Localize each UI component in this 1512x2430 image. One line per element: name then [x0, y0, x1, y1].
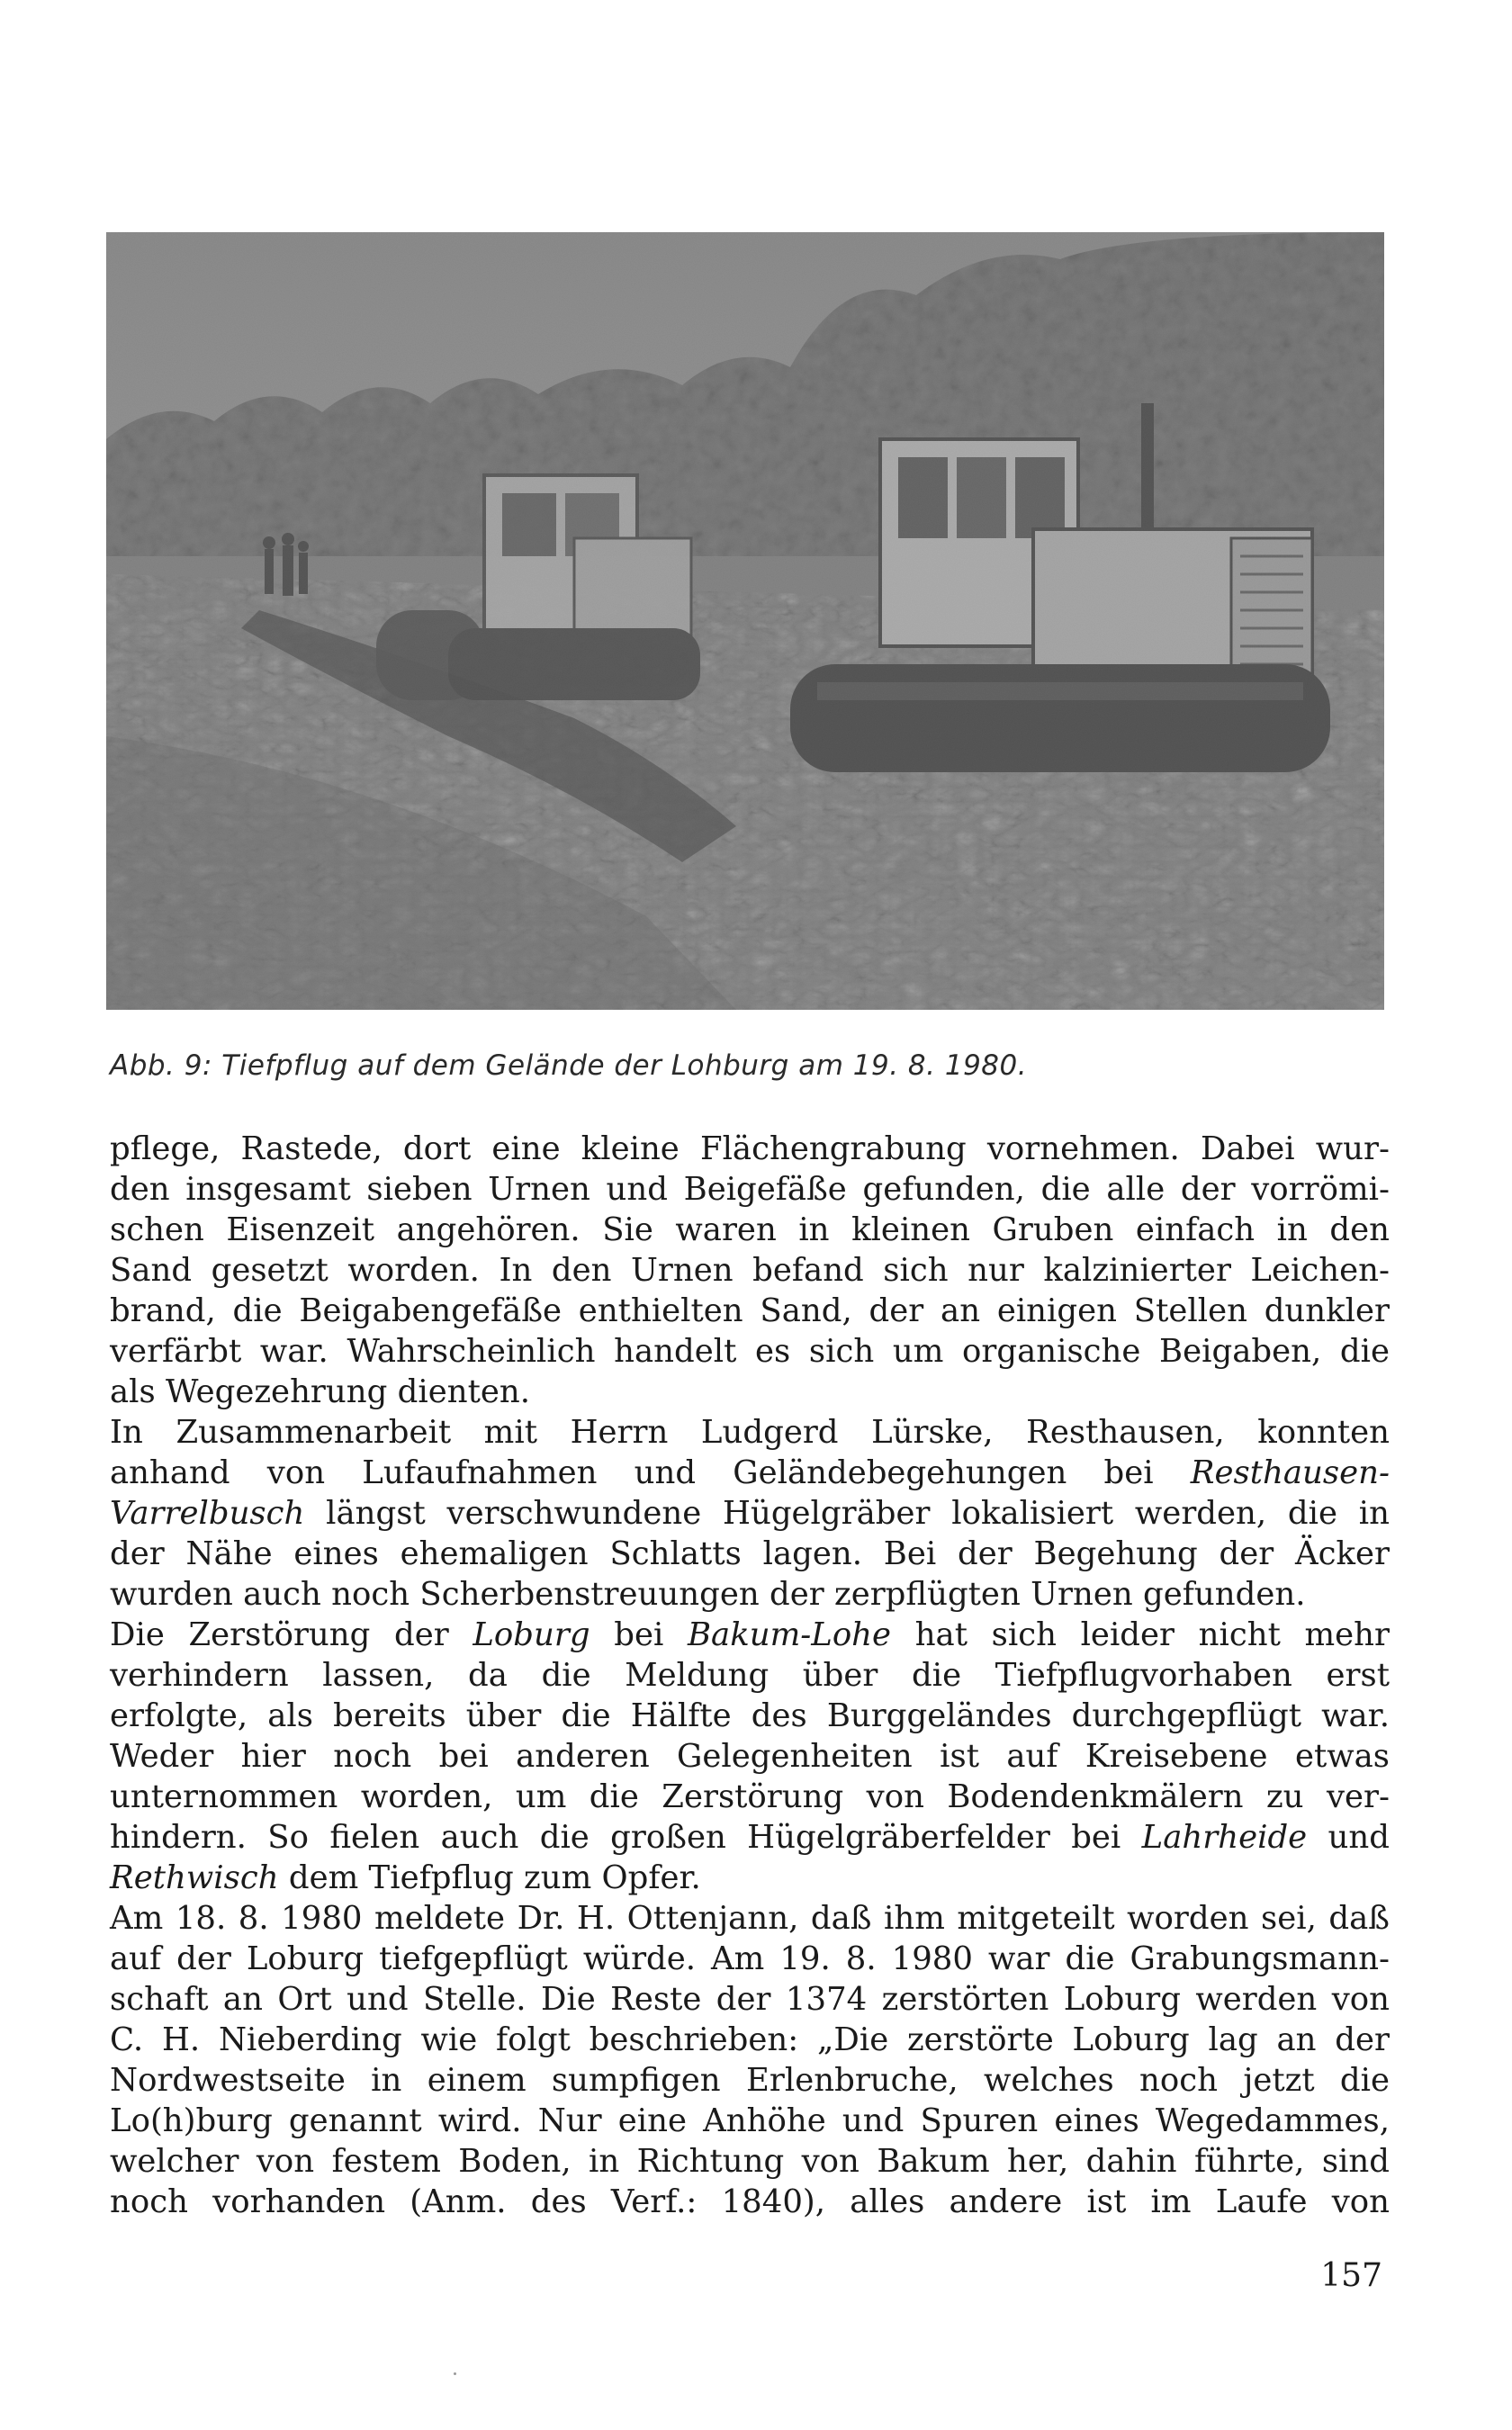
text-line: pflege, Rastede, dort eine kleine Flächengrabung vornehmen. Dabei wur- — [110, 1130, 1390, 1167]
text-line: Am 18. 8. 1980 meldete Dr. H. Ottenjann, daß ihm mitgeteilt worden sei, daß — [110, 1900, 1390, 1937]
page-number: 157 — [1320, 2257, 1382, 2294]
paragraph-1 — [110, 1129, 1390, 1412]
text-line: verhindern lassen, da die Meldung über die Tiefpflugvorhaben erst — [110, 1657, 1390, 1694]
text-line: Sand gesetzt worden. In den Urnen befand sich nur kalzinierter Leichen- — [110, 1252, 1390, 1289]
tiefpflug-photo-image — [106, 232, 1384, 1010]
tiefpflug-photo — [106, 232, 1384, 1010]
text-line: den insgesamt sieben Urnen und Beigefäße gefunden, die alle der vorrömi- — [110, 1171, 1390, 1208]
text-line: brand, die Beigabengefäße enthielten Sand, der an einigen Stellen dunkler — [110, 1292, 1390, 1329]
text-line: der Nähe eines ehemaligen Schlatts lagen. Bei der Begehung der Äcker — [110, 1535, 1390, 1572]
text-line: Nordwestseite in einem sumpfigen Erlenbruche, welches noch jetzt die — [110, 2062, 1390, 2099]
text-line: erfolgte, als bereits über die Hälfte des Burggeländes durchgepflügt war. — [110, 1697, 1390, 1734]
text-line: Rethwisch dem Tiefpflug zum Opfer. — [110, 1859, 701, 1896]
text-line: verfärbt war. Wahrscheinlich handelt es sich um organische Beigaben, die — [110, 1333, 1390, 1370]
figure-caption: Abb. 9: Tiefpflug auf dem Gelände der Lohburg am 19. 8. 1980. — [110, 1049, 1028, 1082]
text-line: schaft an Ort und Stelle. Die Reste der 1374 zerstörten Loburg werden von — [110, 1981, 1390, 2018]
scan-speck — [454, 2372, 456, 2375]
text-line: Die Zerstörung der Loburg bei Bakum-Lohe hat sich leider nicht mehr — [110, 1616, 1390, 1653]
paragraph-4 — [110, 1898, 1390, 2222]
text-line: auf der Loburg tiefgepflügt würde. Am 19. 8. 1980 war die Grabungsmann- — [110, 1940, 1390, 1977]
text-line: Lo(h)burg genannt wird. Nur eine Anhöhe und Spuren eines Wegedammes, — [110, 2102, 1390, 2139]
text-line: hindern. So fielen auch die großen Hügelgräberfelder bei Lahrheide und — [110, 1819, 1390, 1856]
text-line: Varrelbusch längst verschwundene Hügelgräber lokalisiert werden, die in — [110, 1495, 1390, 1532]
text-line: wurden auch noch Scherbenstreuungen der zerpflügten Urnen gefunden. — [110, 1576, 1306, 1613]
text-line: Weder hier noch bei anderen Gelegenheiten ist auf Kreisebene etwas — [110, 1738, 1390, 1775]
text-line: schen Eisenzeit angehören. Sie waren in kleinen Gruben einfach in den — [110, 1211, 1390, 1248]
text-line: unternommen worden, um die Zerstörung von Bodendenkmälern zu ver- — [110, 1778, 1390, 1815]
text-line: welcher von festem Boden, in Richtung von Bakum her, dahin führte, sind — [110, 2143, 1390, 2180]
text-line: anhand von Lufaufnahmen und Geländebegehungen bei Resthausen- — [110, 1454, 1390, 1491]
text-line: als Wegezehrung dienten. — [110, 1373, 531, 1410]
paragraph-3 — [110, 1615, 1390, 1898]
body-text — [110, 1129, 1390, 2222]
text-line: In Zusammenarbeit mit Herrn Ludgerd Lürske, Resthausen, konnten — [110, 1414, 1390, 1451]
text-line: C. H. Nieberding wie folgt beschrieben: „Die zerstörte Loburg lag an der — [110, 2021, 1390, 2058]
text-line: noch vorhanden (Anm. des Verf.: 1840), alles andere ist im Laufe von — [110, 2183, 1390, 2220]
paragraph-2 — [110, 1412, 1390, 1615]
